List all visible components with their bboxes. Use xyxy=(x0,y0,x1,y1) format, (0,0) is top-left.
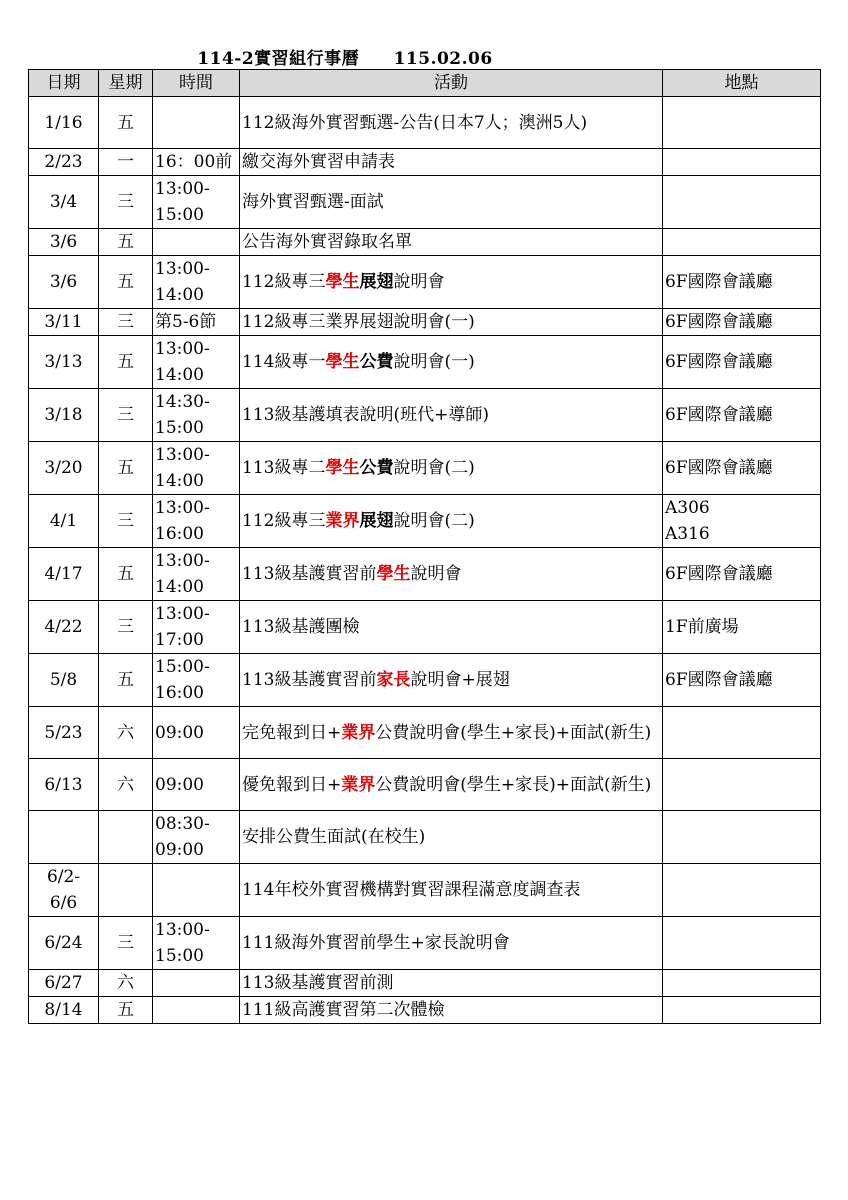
header-row xyxy=(29,70,821,97)
activity-cell xyxy=(240,256,663,309)
weekday-cell: 一 xyxy=(99,149,153,176)
weekday-cell: 六 xyxy=(99,759,153,811)
weekday-cell: 五 xyxy=(99,97,153,149)
activity-cell xyxy=(240,548,663,601)
title-date: 115.02.06 xyxy=(393,49,493,69)
table-row xyxy=(29,495,821,548)
location-cell xyxy=(663,811,821,864)
date-cell: 5/23 xyxy=(29,707,99,759)
date-cell: 6/13 xyxy=(29,759,99,811)
activity-cell xyxy=(240,495,663,548)
table-row xyxy=(29,442,821,495)
activity-text: 111級海外實習前學生+家長說明會 xyxy=(242,933,510,953)
table-row xyxy=(29,548,821,601)
activity-text: 繳交海外實習申請表 xyxy=(242,152,395,172)
date-cell: 1/16 xyxy=(29,97,99,149)
time-cell: 13:00- 17:00 xyxy=(153,601,240,654)
date-cell: 2/23 xyxy=(29,149,99,176)
table-row xyxy=(29,997,821,1024)
table-row xyxy=(29,864,821,917)
location-cell: 6F國際會議廳 xyxy=(663,654,821,707)
activity-text: 111級高護實習第二次體檢 xyxy=(242,1000,445,1020)
time-cell: 13:00- 14:00 xyxy=(153,442,240,495)
activity-text: 展翅 xyxy=(359,511,394,531)
time-cell: 13:00- 14:00 xyxy=(153,256,240,309)
time-cell xyxy=(153,970,240,997)
table-row xyxy=(29,336,821,389)
activity-text: 業界 xyxy=(341,774,376,795)
activity-text: 完免報到日+ xyxy=(242,722,342,743)
weekday-cell: 六 xyxy=(99,970,153,997)
activity-text: 114級專一 xyxy=(242,352,326,372)
date-cell: 8/14 xyxy=(29,997,99,1024)
location-cell xyxy=(663,864,821,917)
date-cell xyxy=(29,811,99,864)
time-cell: 13:00- 15:00 xyxy=(153,917,240,970)
table-row xyxy=(29,389,821,442)
activity-text: 公費說明會(學生+家長)+面試(新生) xyxy=(375,774,652,795)
activity-cell xyxy=(240,970,663,997)
activity-text: 112級海外實習甄選-公告(日本7人；澳洲5人) xyxy=(242,112,588,133)
location-cell: 6F國際會議廳 xyxy=(663,389,821,442)
time-cell: 13:00- 14:00 xyxy=(153,336,240,389)
table-row xyxy=(29,811,821,864)
weekday-cell: 五 xyxy=(99,548,153,601)
activity-text: 公費 xyxy=(359,458,394,478)
weekday-cell: 三 xyxy=(99,176,153,229)
activity-cell xyxy=(240,759,663,811)
date-cell: 6/24 xyxy=(29,917,99,970)
time-cell: 09:00 xyxy=(153,759,240,811)
schedule-table xyxy=(28,69,821,1024)
table-row xyxy=(29,917,821,970)
table-row xyxy=(29,229,821,256)
activity-text: 說明會(二) xyxy=(393,458,475,478)
time-cell: 第5-6節 xyxy=(153,309,240,336)
activity-cell xyxy=(240,97,663,149)
activity-cell xyxy=(240,149,663,176)
table-row xyxy=(29,601,821,654)
activity-text: 說明會+展翅 xyxy=(410,670,510,690)
activity-text: 112級專三 xyxy=(242,272,326,292)
table-row xyxy=(29,970,821,997)
weekday-cell: 五 xyxy=(99,256,153,309)
activity-cell xyxy=(240,654,663,707)
col-header-location: 地點 xyxy=(663,70,821,97)
activity-cell xyxy=(240,864,663,917)
activity-text: 優免報到日+ xyxy=(242,774,342,795)
activity-text: 業界 xyxy=(341,722,376,743)
activity-text: 113級基護團檢 xyxy=(242,617,360,637)
weekday-cell: 五 xyxy=(99,654,153,707)
location-cell xyxy=(663,970,821,997)
table-row xyxy=(29,309,821,336)
time-cell xyxy=(153,997,240,1024)
activity-text: 說明會 xyxy=(410,564,462,584)
date-cell: 3/11 xyxy=(29,309,99,336)
date-cell: 4/22 xyxy=(29,601,99,654)
table-row xyxy=(29,256,821,309)
activity-text: 113級基護填表說明(班代+導師) xyxy=(242,405,489,425)
weekday-cell: 五 xyxy=(99,997,153,1024)
date-cell: 3/6 xyxy=(29,229,99,256)
time-cell: 13:00- 16:00 xyxy=(153,495,240,548)
weekday-cell: 五 xyxy=(99,442,153,495)
location-cell xyxy=(663,149,821,176)
time-cell: 13:00- 14:00 xyxy=(153,548,240,601)
table-row xyxy=(29,176,821,229)
weekday-cell: 三 xyxy=(99,389,153,442)
time-cell xyxy=(153,229,240,256)
date-cell: 3/6 xyxy=(29,256,99,309)
activity-text: 安排公費生面試(在校生) xyxy=(242,827,426,847)
activity-cell xyxy=(240,389,663,442)
col-header-time: 時間 xyxy=(153,70,240,97)
date-cell: 3/4 xyxy=(29,176,99,229)
table-row xyxy=(29,149,821,176)
activity-cell xyxy=(240,601,663,654)
time-cell xyxy=(153,864,240,917)
date-cell: 5/8 xyxy=(29,654,99,707)
schedule-body xyxy=(29,97,821,1024)
activity-text: 業界 xyxy=(325,511,360,531)
weekday-cell: 三 xyxy=(99,917,153,970)
activity-cell xyxy=(240,811,663,864)
location-cell: A306 A316 xyxy=(663,495,821,548)
activity-text: 學生 xyxy=(325,352,360,372)
location-cell: 6F國際會議廳 xyxy=(663,548,821,601)
time-cell xyxy=(153,97,240,149)
location-cell: 1F前廣場 xyxy=(663,601,821,654)
weekday-cell: 五 xyxy=(99,336,153,389)
time-cell: 08:30- 09:00 xyxy=(153,811,240,864)
activity-cell xyxy=(240,707,663,759)
time-cell: 14:30- 15:00 xyxy=(153,389,240,442)
activity-text: 114年校外實習機構對實習課程滿意度調查表 xyxy=(242,880,581,900)
location-cell: 6F國際會議廳 xyxy=(663,256,821,309)
weekday-cell: 三 xyxy=(99,601,153,654)
activity-cell xyxy=(240,917,663,970)
weekday-cell xyxy=(99,811,153,864)
activity-cell xyxy=(240,442,663,495)
activity-cell xyxy=(240,176,663,229)
location-cell xyxy=(663,997,821,1024)
date-cell: 3/20 xyxy=(29,442,99,495)
activity-text: 113級基護實習前 xyxy=(242,564,377,584)
location-cell xyxy=(663,759,821,811)
table-row xyxy=(29,654,821,707)
date-cell: 3/18 xyxy=(29,389,99,442)
weekday-cell: 五 xyxy=(99,229,153,256)
activity-text: 113級專二 xyxy=(242,458,326,478)
activity-text: 公費 xyxy=(359,352,394,372)
activity-text: 113級基護實習前 xyxy=(242,670,377,690)
date-cell: 3/13 xyxy=(29,336,99,389)
col-header-date: 日期 xyxy=(29,70,99,97)
activity-text: 學生 xyxy=(325,272,360,292)
weekday-cell xyxy=(99,864,153,917)
location-cell: 6F國際會議廳 xyxy=(663,336,821,389)
activity-cell xyxy=(240,336,663,389)
time-cell: 16：00前 xyxy=(153,149,240,176)
activity-cell xyxy=(240,309,663,336)
activity-text: 說明會 xyxy=(393,272,445,292)
activity-text: 113級基護實習前測 xyxy=(242,973,394,993)
location-cell xyxy=(663,707,821,759)
col-header-weekday: 星期 xyxy=(99,70,153,97)
activity-text: 學生 xyxy=(376,564,411,584)
activity-text: 112級專三業界展翅說明會(一) xyxy=(242,312,475,332)
table-row xyxy=(29,759,821,811)
activity-text: 家長 xyxy=(376,670,411,690)
date-cell: 6/27 xyxy=(29,970,99,997)
weekday-cell: 六 xyxy=(99,707,153,759)
activity-text: 說明會(二) xyxy=(393,511,475,531)
location-cell xyxy=(663,229,821,256)
activity-text: 展翅 xyxy=(359,272,394,292)
table-row xyxy=(29,707,821,759)
activity-cell xyxy=(240,997,663,1024)
weekday-cell: 三 xyxy=(99,495,153,548)
location-cell: 6F國際會議廳 xyxy=(663,309,821,336)
activity-text: 公告海外實習錄取名單 xyxy=(242,232,412,252)
date-cell: 6/2- 6/6 xyxy=(29,864,99,917)
col-header-activity: 活動 xyxy=(240,70,663,97)
time-cell: 09:00 xyxy=(153,707,240,759)
activity-text: 公費說明會(學生+家長)+面試(新生) xyxy=(375,722,652,743)
time-cell: 15:00- 16:00 xyxy=(153,654,240,707)
date-cell: 4/17 xyxy=(29,548,99,601)
weekday-cell: 三 xyxy=(99,309,153,336)
location-cell xyxy=(663,917,821,970)
activity-text: 說明會(一) xyxy=(393,352,475,372)
location-cell xyxy=(663,176,821,229)
date-cell: 4/1 xyxy=(29,495,99,548)
title-text: 114-2實習組行事曆 xyxy=(197,49,360,69)
activity-text: 海外實習甄選-面試 xyxy=(242,192,384,212)
location-cell xyxy=(663,97,821,149)
activity-cell xyxy=(240,229,663,256)
page-title xyxy=(0,44,690,69)
time-cell: 13:00- 15:00 xyxy=(153,176,240,229)
table-row xyxy=(29,97,821,149)
location-cell: 6F國際會議廳 xyxy=(663,442,821,495)
activity-text: 112級專三 xyxy=(242,511,326,531)
activity-text: 學生 xyxy=(325,458,360,478)
